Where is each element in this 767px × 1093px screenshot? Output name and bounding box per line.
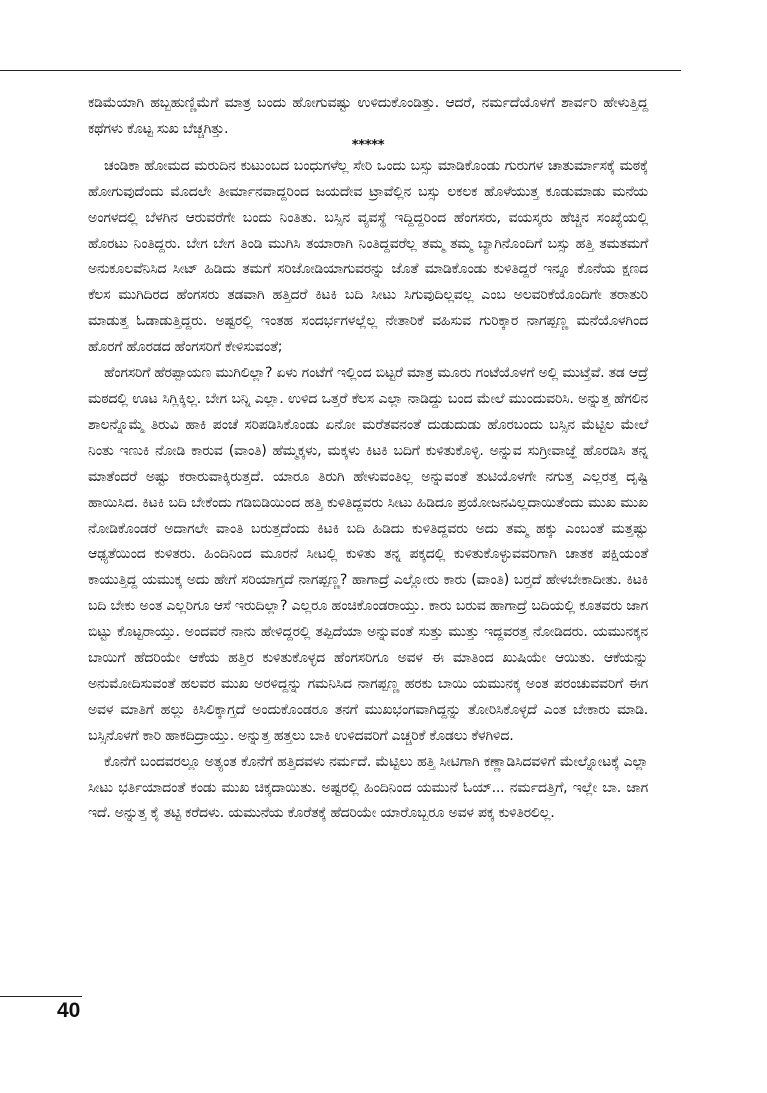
- opening-paragraph: ಕಡಿಮೆಯಾಗಿ ಹಬ್ಬಹುಣ್ಣಿಮೆಗೆ ಮಾತ್ರ ಬಂದು ಹೋಗುವಷ್ಟು ಉಳಿದುಕೊಂಡಿತ್ತು. ಆದರೆ, ನರ್ಮದೆಯೊಳಗೆ ಶಾರ್ವರಿ ಹೇಳುತ್ತಿದ್ದ ಕಥೆಗಳು ಕೊಟ್ಟ ಸುಖ ಬೆಚ್ಚಗಿತ್ತು.: [88, 95, 648, 137]
- footer-rule: [0, 996, 82, 997]
- paragraph: ಕೊನೆಗೆ ಬಂದವರಲ್ಲೂ ಅತ್ಯಂತ ಕೊನೆಗೆ ಹತ್ತಿದವಳು ನರ್ಮದೆ. ಮೆಟ್ಟಿಲು ಹತ್ತಿ ಸೀಟಿಗಾಗಿ ಕಣ್ಣಾಡಿಸಿದವಳಿಗೆ ಮೇಲ್ನೋಟಕ್ಕೆ ಎಲ್ಲಾ ಸೀಟು ಭರ್ತಿಯಾದಂತೆ ಕಂಡು ಮುಖ ಚಿಕ್ಕದಾಯಿತು. ಅಷ್ಟರಲ್ಲಿ ಹಿಂದಿನಿಂದ ಯಮುನೆ ಓಯ್... ನರ್ಮದತ್ತಿಗೆ, ಇಲ್ಲೇ ಬಾ. ಜಾಗ ಇದೆ. ಅನ್ನುತ್ತ ಕೈ ತಟ್ಟಿ ಕರೆದಳು. ಯಮುನೆಯ ಕೊರೆತಕ್ಕೆ ಹೆದರಿಯೇ ಯಾರೊಬ್ಬರೂ ಅವಳ ಪಕ್ಕ ಕುಳಿತಿರಲಿಲ್ಲ.: [88, 753, 648, 822]
- paragraph: ಹೆಂಗಸರಿಗೆ ಹೆರಪ್ಪಾಯಣ ಮುಗಿಲಿಲ್ಲಾ? ಏಳು ಗಂಟೆಗೆ ಇಲ್ಲಿಂದ ಬಿಟ್ಟರೆ ಮಾತ್ರ ಮೂರು ಗಂಟೆಯೊಳಗೆ ಅಲ್ಲಿ ಮುಟ್ತೆವೆ. ತಡ ಆದ್ರೆ ಮಠದಲ್ಲಿ ಊಟ ಸಿಗ್ಲಿಕ್ಕಿಲ್ಲ. ಬೇಗ ಬನ್ನಿ ಎಲ್ಲಾ. ಉಳಿದ ಒತ್ತರೆ ಕೆಲಸ ಎಲ್ಲಾ ನಾಡಿದ್ದು ಬಂದ ಮೇಲೆ ಮುಂದುವರಿಸಿ. ಅನ್ನುತ್ತ ಹೆಗಲಿನ ಶಾಲನ್ನೊಮ್ಮೆ ತಿರುವಿ ಹಾಕಿ ಪಂಚೆ ಸರಿಪಡಿಸಿಕೊಂಡು ಏನೋ ಮರೆತವನಂತೆ ದುಡುದುಡು ಹೊರಬಂದು ಬಸ್ಸಿನ ಮೆಟ್ಟಿಲ ಮೇಲೆ ನಿಂತು ಇಣುಕಿ ನೋಡಿ ಕಾರುವ (ವಾಂತಿ) ಹೆಮ್ಮಕ್ಕಳು, ಮಕ್ಕಳು ಕಿಟಕಿ ಬದಿಗೆ ಕುಳಿತುಕೊಳ್ಳಿ. ಅನ್ನುವ ಸುಗ್ರೀವಾಜ್ಞೆ ಹೊರಡಿಸಿ ತನ್ನ ಮಾತೆಂದರೆ ಅಷ್ಟು ಕರಾರುವಾಕ್ಕಿರುತ್ತದೆ. ಯಾರೂ ತಿರುಗಿ ಹೇಳುವಂತಿಲ್ಲ ಅನ್ನುವಂತೆ ತುಟಿಯೊಳಗೇ ನಗುತ್ತ ಎಲ್ಲರತ್ತ ದೃಷ್ಟಿ ಹಾಯಿಸಿದ. ಕಿಟಕಿ ಬದಿ ಬೇಕೆಂದು ಗಡಿಬಿಡಿಯಿಂದ ಹತ್ತಿ ಕುಳಿತಿದ್ದವರು ಸೀಟು ಹಿಡಿದೂ ಪ್ರಯೋಜನವಿಲ್ಲದಾಯಿತೆಂದು ಮುಖ ಮುಖ ನೋಡಿಕೊಂಡರೆ ಅದಾಗಲೇ ವಾಂತಿ ಬರುತ್ತದೆಂದು ಕಿಟಕಿ ಬದಿ ಹಿಡಿದು ಕುಳಿತಿದ್ದವರು ಅದು ತಮ್ಮ ಹಕ್ಕು ಎಂಬಂತೆ ಮತ್ತಷ್ಟು ಆಢ್ಯತೆಯಿಂದ ಕುಳಿತರು. ಹಿಂದಿನಿಂದ ಮೂರನೆ ಸೀಟಲ್ಲಿ ಕುಳಿತು ತನ್ನ ಪಕ್ಕದಲ್ಲಿ ಕುಳಿತುಕೊಳ್ಳುವವರಿಗಾಗಿ ಚಾತಕ ಪಕ್ಷಿಯಂತೆ ಕಾಯುತ್ತಿದ್ದ ಯಮುಕ್ಕ ಅದು ಹೇಗೆ ಸರಿಯಾಗ್ತದೆ ನಾಗಪ್ಪಣ್ಣ? ಹಾಗಾದ್ರೆ ಎಲ್ಲೋರು ಕಾರು (ವಾಂತಿ) ಬರ್‍ತದೆ ಹೇಳಬೇಕಾದೀತು. ಕಿಟಕಿ ಬದಿ ಬೇಕು ಅಂತ ಎಲ್ಲರಿಗೂ ಆಸೆ ಇರುದಿಲ್ಲಾ? ಎಲ್ಲರೂ ಹಂಚಿಕೊಂಡರಾಯ್ತು. ಕಾರು ಬರುವ ಹಾಗಾದ್ರೆ ಬದಿಯಲ್ಲಿ ಕೂತವರು ಜಾಗ ಬಿಟ್ಟು ಕೊಟ್ಟರಾಯ್ತು. ಅಂದವರೆ ನಾನು ಹೇಳಿದ್ದರಲ್ಲಿ ತಪ್ಪಿದೆಯಾ ಅನ್ನುವಂತೆ ಸುತ್ತು ಮುತ್ತು ಇದ್ದವರತ್ತ ನೋಡಿದರು. ಯಮುನಕ್ಕನ ಬಾಯಿಗೆ ಹೆದರಿಯೇ ಆಕೆಯ ಹತ್ತಿರ ಕುಳಿತುಕೊಳ್ಳದ ಹೆಂಗಸರಿಗೂ ಅವಳ ಈ ಮಾತಿಂದ ಖುಷಿಯೇ ಆಯಿತು. ಆಕೆಯನ್ನು ಅನುಮೋದಿಸುವಂತೆ ಹಲವರ ಮುಖ ಅರಳಿದ್ದನ್ನು ಗಮನಿಸಿದ ನಾಗಪ್ಪಣ್ಣ ಹರಕು ಬಾಯಿ ಯಮುನಕ್ಕ ಅಂತ ಪರಂಚುವವರಿಗೆ ಈಗ ಅವಳ ಮಾತಿಗೆ ಹಲ್ಲು ಕಿಸಿಲಿಕ್ಕಾಗ್ತದೆ ಅಂದುಕೊಂಡರೂ ತನಗೆ ಮುಖಭಂಗವಾಗಿದ್ದನ್ನು ತೋರಿಸಿಕೊಳ್ಳದೆ ಎಂತ ಬೇಕಾರು ಮಾಡಿ. ಬಸ್ಸಿನೊಳಗೆ ಕಾರಿ ಹಾಕದಿದ್ರಾಯ್ತು. ಅನ್ನುತ್ತ ಹತ್ತಲು ಬಾಕಿ ಉಳಿದವರಿಗೆ ಎಚ್ಚರಿಕೆ ಕೊಡಲು ಕೆಳಗಿಳಿದ.: [88, 365, 648, 744]
- header-rule: [0, 70, 681, 71]
- page-text-body: [88, 91, 648, 827]
- section-break: *****: [351, 137, 385, 153]
- page-number: 40: [57, 999, 81, 1022]
- paragraph: ಚಂಡಿಕಾ ಹೋಮದ ಮರುದಿನ ಕುಟುಂಬದ ಬಂಧುಗಳೆಲ್ಲ ಸೇರಿ ಒಂದು ಬಸ್ಸು ಮಾಡಿಕೊಂಡು ಗುರುಗಳ ಚಾತುರ್ಮಾಸಕ್ಕೆ ಮಠಕ್ಕೆ ಹೋಗುವುದೆಂದು ಮೊದಲೇ ತೀರ್ಮಾನವಾದ್ದರಿಂದ ಜಯದೇವ ಟ್ರಾವೆಲ್ಲಿನ ಬಸ್ಸು ಲಕಲಕ ಹೊಳೆಯುತ್ತ ಕೂಡುಮಾಡು ಮನೆಯ ಅಂಗಳದಲ್ಲಿ ಬೆಳಗಿನ ಆರುವರೆಗೇ ಬಂದು ನಿಂತಿತು. ಬಸ್ಸಿನ ವ್ಯವಸ್ಥೆ ಇದ್ದಿದ್ದರಿಂದ ಹೆಂಗಸರು, ವಯಸ್ಕರು ಹೆಚ್ಚಿನ ಸಂಖ್ಯೆಯಲ್ಲಿ ಹೊರಟು ನಿಂತಿದ್ದರು. ಬೇಗ ಬೇಗ ತಿಂಡಿ ಮುಗಿಸಿ ತಯಾರಾಗಿ ನಿಂತಿದ್ದವರೆಲ್ಲ ತಮ್ಮ ತಮ್ಮ ಬ್ಯಾಗಿನೊಂದಿಗೆ ಬಸ್ಸು ಹತ್ತಿ ತಮತಮಗೆ ಅನುಕೂಲವೆನಿಸಿದ ಸೀಟ್ ಹಿಡಿದು ತಮಗೆ ಸರಿಜೋಡಿಯಾಗುವರನ್ನು ಜೊತೆ ಮಾಡಿಕೊಂಡು ಕುಳಿತಿದ್ದರೆ ಇನ್ನೂ ಕೊನೆಯ ಕ್ಷಣದ ಕೆಲಸ ಮುಗಿದಿರದ ಹೆಂಗಸರು ತಡವಾಗಿ ಹತ್ತಿದರೆ ಕಿಟಕಿ ಬದಿ ಸೀಟು ಸಿಗುವುದಿಲ್ಲವಲ್ಲ ಎಂಬ ಅಲವರಿಕೆಯೊಂದಿಗೇ ತರಾತುರಿ ಮಾಡುತ್ತ ಓಡಾಡುತ್ತಿದ್ದರು. ಅಷ್ಟರಲ್ಲಿ ಇಂತಹ ಸಂದರ್ಭಗಳಲ್ಲೆಲ್ಲ ನೇತಾರಿಕೆ ವಹಿಸುವ ಗುರಿಕ್ಕಾರ ನಾಗಪ್ಪಣ್ಣ ಮನೆಯೊಳಗಿಂದ ಹೊರಗೆ ಹೊರಡದ ಹೆಂಗಸರಿಗೆ ಕೇಳಿಸುವಂತೆ;: [88, 157, 648, 356]
